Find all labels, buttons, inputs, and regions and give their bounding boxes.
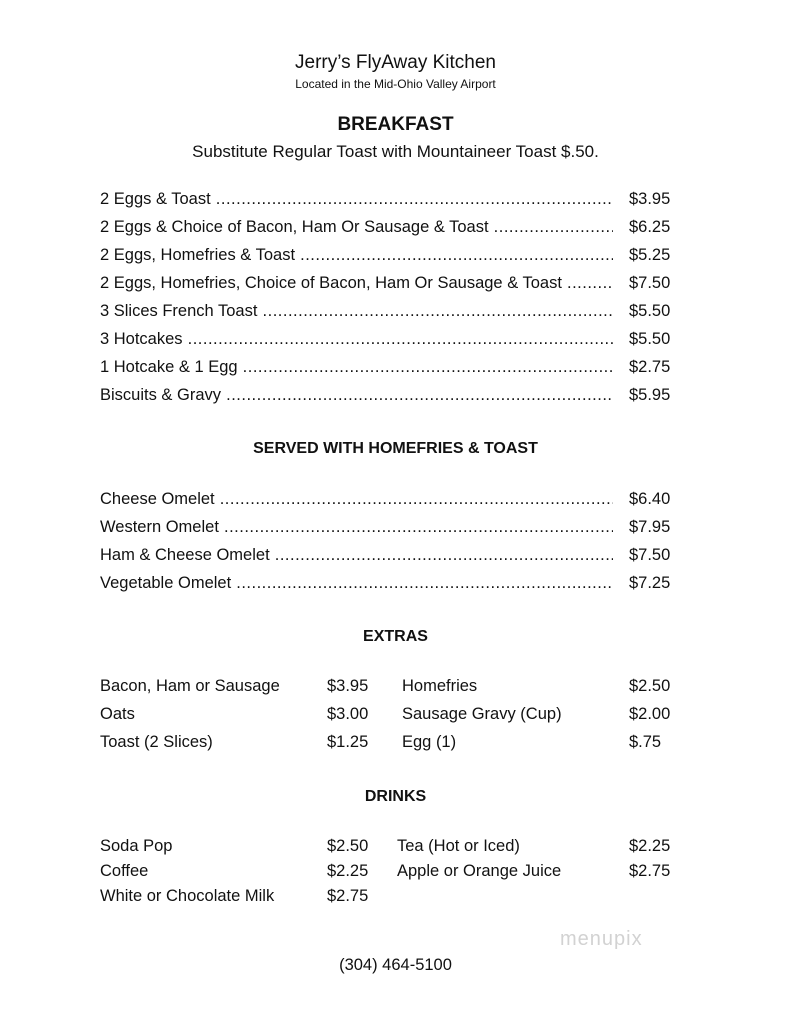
menu-item [100,490,680,518]
extra-price: $2.50 [629,677,671,695]
menu-item [100,190,680,218]
extras-row [100,733,690,761]
item-price: $7.50 [629,546,671,564]
drinks-row [100,837,690,862]
drink-price: $2.75 [629,862,671,880]
extra-name: Sausage Gravy (Cup) [402,705,562,723]
item-name: 3 Slices French Toast ..... [100,302,613,321]
menu-item [100,518,680,546]
item-price: $2.75 [629,358,671,376]
drink-price: $2.50 [327,837,369,855]
menu-item [100,358,680,386]
extra-price: $2.00 [629,705,671,723]
item-name: 3 Hotcakes ..... [100,330,613,349]
extras-row [100,705,690,733]
restaurant-location: Located in the Mid-Ohio Valley Airport [295,77,496,91]
menupix-watermark: menupix [560,928,643,950]
item-name: Biscuits & Gravy ..... [100,386,613,405]
drinks-heading: DRINKS [364,788,427,805]
item-name: 2 Eggs & Toast ..... [100,190,613,209]
menu-item [100,546,680,574]
extras-grid [100,677,690,761]
breakfast-list [100,190,680,414]
drinks-row [100,862,690,887]
phone-number: (304) 464-5100 [339,956,452,974]
menu-item [100,302,680,330]
extras-row [100,677,690,705]
menu-item [100,218,680,246]
item-price: $3.95 [629,190,671,208]
item-price: $7.50 [629,274,671,292]
item-name: Vegetable Omelet ..... [100,574,613,593]
item-price: $5.50 [629,330,671,348]
item-name: Ham & Cheese Omelet ..... [100,546,613,565]
omelets-heading: SERVED WITH HOMEFRIES & TOAST [253,440,538,457]
extra-name: Bacon, Ham or Sausage [100,677,280,695]
item-name: Cheese Omelet ..... [100,490,613,509]
breakfast-heading: BREAKFAST [337,114,454,135]
item-name: 2 Eggs, Homefries & Toast ..... [100,246,613,265]
drink-price: $2.75 [327,887,369,905]
drinks-row [100,887,690,912]
drink-name: White or Chocolate Milk [100,887,275,905]
item-price: $7.95 [629,518,671,536]
item-price: $5.95 [629,386,671,404]
extra-name: Oats [100,705,135,723]
drink-name: Tea (Hot or Iced) [397,837,520,855]
extra-price: $1.25 [327,733,369,751]
toast-substitution-note: Substitute Regular Toast with Mountaineer Toast $.50. [192,142,599,161]
item-price: $5.50 [629,302,671,320]
item-price: $6.40 [629,490,671,508]
extra-price: $.75 [629,733,662,751]
extras-heading: EXTRAS [363,628,428,645]
drink-price: $2.25 [629,837,671,855]
item-name: 2 Eggs & Choice of Bacon, Ham Or Sausage & Toast ..... [100,218,613,237]
item-price: $7.25 [629,574,671,592]
menu-item [100,274,680,302]
restaurant-name: Jerry’s FlyAway Kitchen [295,52,496,73]
item-price: $6.25 [629,218,671,236]
menu-item [100,386,680,414]
extra-name: Toast (2 Slices) [100,733,213,751]
extra-name: Egg (1) [402,733,457,751]
omelets-list [100,490,680,602]
menu-item [100,330,680,358]
menu-item [100,574,680,602]
item-name: Western Omelet ..... [100,518,613,537]
menu-item [100,246,680,274]
extra-name: Homefries [402,677,478,695]
drink-name: Soda Pop [100,837,173,855]
item-name: 1 Hotcake & 1 Egg ..... [100,358,613,377]
drinks-grid [100,837,690,912]
item-name: 2 Eggs, Homefries, Choice of Bacon, Ham Or Sausage & Toast ..... [100,274,613,293]
drink-price: $2.25 [327,862,369,880]
drink-name: Coffee [100,862,149,880]
extra-price: $3.95 [327,677,369,695]
extra-price: $3.00 [327,705,369,723]
item-price: $5.25 [629,246,671,264]
drink-name: Apple or Orange Juice [397,862,562,880]
